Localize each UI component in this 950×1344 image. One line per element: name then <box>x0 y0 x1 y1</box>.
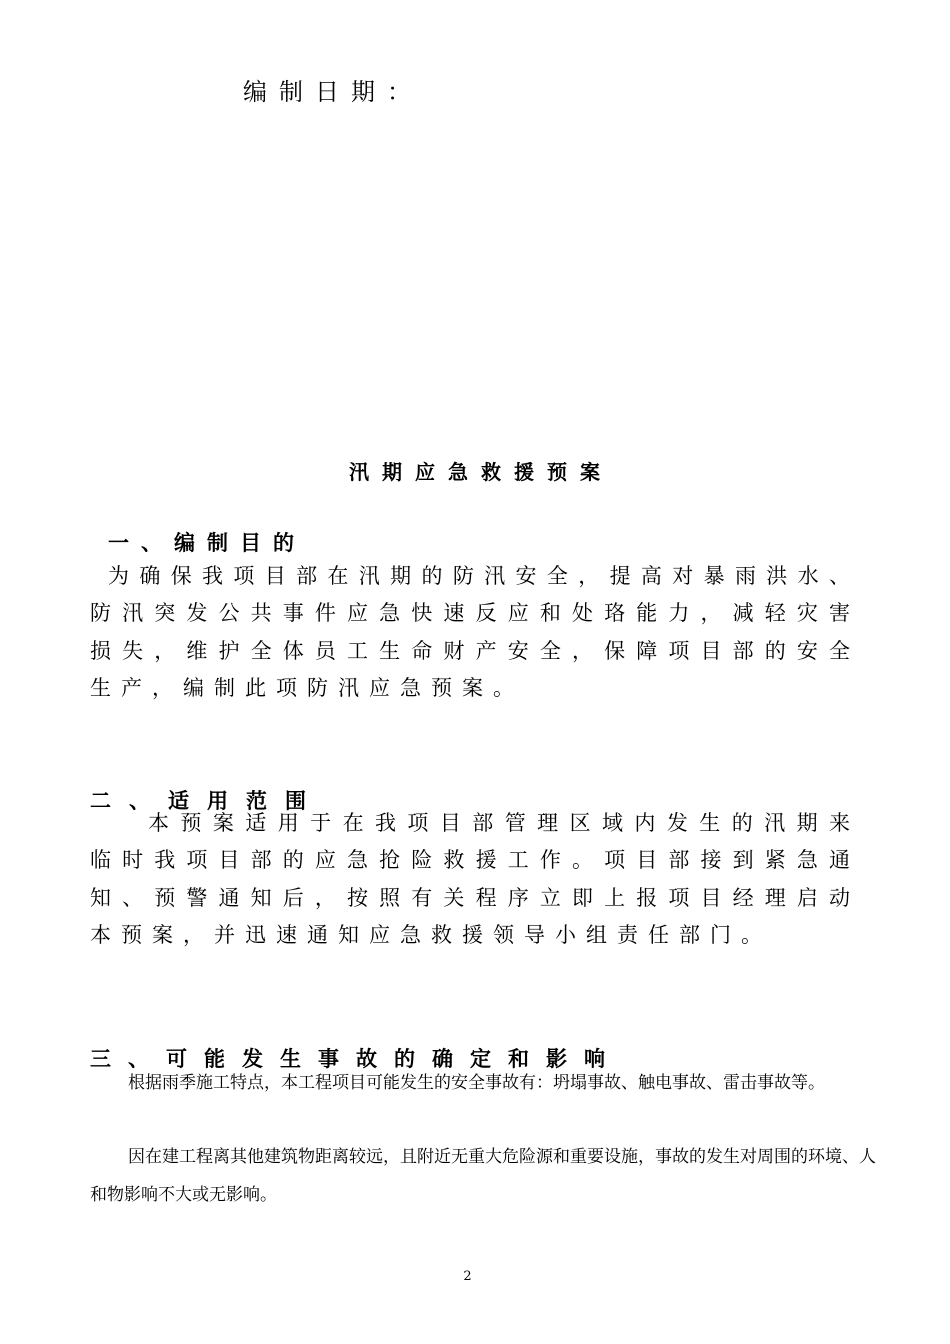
section-heading-scope: 二、适用范围 <box>90 788 324 813</box>
section-heading-purpose: 一、编制目的 <box>108 530 306 555</box>
compile-date-label: 编制日期： <box>243 78 423 106</box>
page-number: 2 <box>463 1269 472 1284</box>
section-paragraph-scope: 本预案适用于在我项目部管理区域内发生的汛期来临时我项目部的应急抢险救援工作。项目部接到紧急通知、预警通知后，按照有关程序立即上报项目经理启动本预案，并迅速通知应急救援领导小组责任部门。 <box>90 811 860 947</box>
section-heading-accident-impact: 三、可能发生事故的确定和影响 <box>90 1046 622 1071</box>
section-paragraph-accident-types: 根据雨季施工特点，本工程项目可能发生的安全事故有：坍塌事故、触电事故、雷击事故等。 <box>128 1073 825 1093</box>
document-title: 汛期应急救援预案 <box>349 460 613 484</box>
section-paragraph-impact: 因在建工程离其他建筑物距离较远，且附近无重大危险源和重要设施，事故的发生对周围的环境、人和物影响不大或无影响。 <box>90 1147 876 1205</box>
section-paragraph-purpose: 为确保我项目部在汛期的防汛安全，提高对暴雨洪水、防汛突发公共事件应急快速反应和处珞能力，减轻灾害损失，维护全体员工生命财产安全，保障项目部的安全生产，编制此项防汛应急预案。 <box>90 564 860 700</box>
